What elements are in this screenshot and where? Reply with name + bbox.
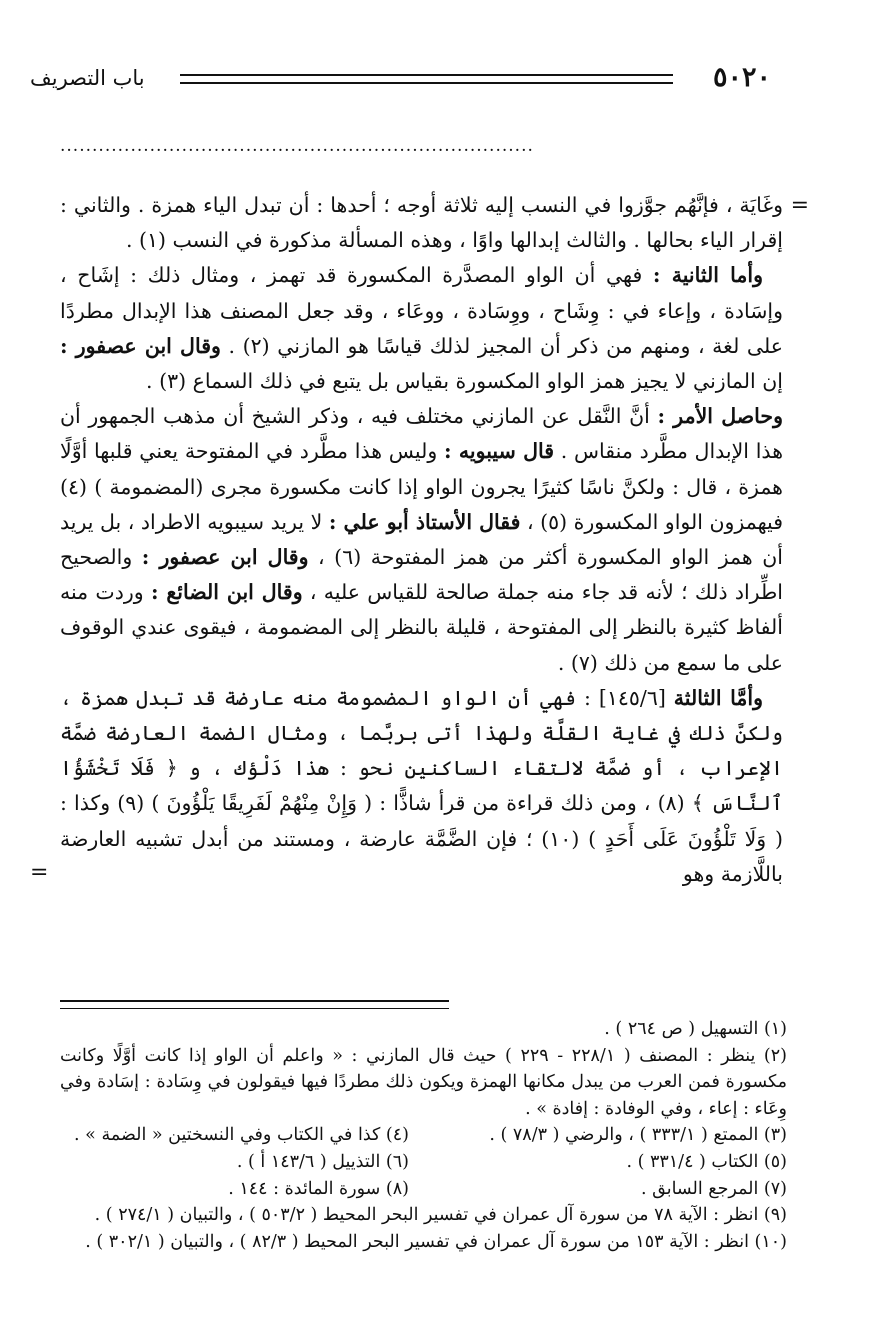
- footnote-1: (١) التسهيل ( ص ٢٦٤ ) .: [604, 1019, 787, 1039]
- footnote-2: (٢) ينظر : المصنف ( ٢٢٨/١ - ٢٢٩ ) حيث قال المازني : « واعلم أن الواو إذا كانت أوَّلًا وكانت مكسورة فمن العرب من يبدل مكانها الهمزة ويكون ذلك مطردًا فيها فيقولون في وِسَادة : إسَادة وفي وِعَاء : إعاء ، وفي الوفادة : إفادة » .: [60, 1045, 787, 1119]
- paragraph-3-text-b: وليس هذا مطَّرد في المفتوحة يعني قلبها أوَّلًا همزة ، قال : ولكنَّ ناسًا كثيرًا يجرون الواو إذا كانت مكسورة مجرى (المضمومة ) (٤) فيهمزون الواو المكسورة (٥) ،: [60, 439, 784, 534]
- footnote-8: (٨) سورة المائدة : ١٤٤ .: [228, 1178, 409, 1199]
- paragraph-3-heading: وحاصل الأمر :: [657, 404, 783, 429]
- footnote-rule: [60, 1000, 449, 1009]
- footnote-10: (١٠) انظر : الآية ١٥٣ من سورة آل عمران في تفسير البحر المحيط ( ٨٢/٣ ) ، والتبيان ( ٣٠٢/١ ) .: [85, 1231, 787, 1252]
- footnote-row-5-6: [60, 1149, 787, 1176]
- header-rule: [180, 74, 673, 84]
- continuation-mark: =: [790, 193, 809, 218]
- footnotes: [60, 1016, 787, 1255]
- paragraph-4: [30, 681, 784, 892]
- paragraph-3-heading-4: وقال ابن عصفور :: [141, 545, 309, 570]
- page-header: [30, 62, 771, 102]
- paragraph-3-heading-2: قال سيبويه :: [443, 439, 555, 464]
- paragraph-3-text-a: أنَّ النَّقل عن المازني مختلف فيه ، وذكر الشيخ أن مذهب الجمهور أن هذا الإبدال مطَّرد منقاس .: [60, 404, 783, 464]
- page-number: ٥٠٢٠: [712, 62, 771, 93]
- footnote-4: (٤) كذا في الكتاب وفي النسختين « الضمة » .: [74, 1125, 409, 1146]
- footnote-9: (٩) انظر : الآية ٧٨ من سورة آل عمران في تفسير البحر المحيط ( ٥٠٣/٢ ) ، والتبيان ( ٢٧٤/١ ) .: [94, 1205, 787, 1226]
- dotted-separator: ..........................................................................: [60, 136, 534, 156]
- paragraph-2-heading: وأما الثانية :: [652, 263, 764, 288]
- footnote-3: (٣) الممتع ( ٣٣٣/١ ) ، والرضي ( ٧٨/٣ ) .: [489, 1125, 787, 1146]
- paragraph-4-text: [١٤٥/٦] : فهي أن الواو المضمومة منه عارضة قد تبدل همزة ، ولكنَّ ذلك في غاية القلَّة ولهذا أتى بربَّما ، ومثال الضمة العارضة ضمَّة الإعراب ، أو ضمَّة لالتقاء الساكنين نحو : هذا دَلْؤك ، و ﴿ فَلَا تَخْشَؤُا ٱلنَّاسَ ﴾ (٨) ، ومن ذلك قراءة من قرأ شاذًّا : ( وَإِنْ مِنْهُمْ لَفَرِيقًا يَلْؤُونَ ) (٩) وكذا : ( وَلَا تَلْؤُونَ عَلَى أَحَدٍ ) (١٠) ؛ فإن الضَّمَّة عارضة ، ومستند من أبدل تشبيه العارضة باللَّازمة وهو: [60, 685, 784, 886]
- footnote-6: (٦) التذييل ( ١٤٣/٦ أ ) .: [236, 1151, 409, 1172]
- section-title: باب التصريف: [30, 66, 145, 90]
- paragraph-3-text-d: والصحيح اطِّراد ذلك ؛ لأنه قد جاء منه جملة صالحة للقياس عليه ،: [60, 545, 783, 605]
- paragraph-2-text-a: فهي أن الواو المصدَّرة المكسورة قد تهمز ، ومثال ذلك : إشَاح ، وإسَادة ، وإعاء في : وِشَاح ، ووِسَادة ، ووعَاء ، وقد جعل المصنف هذا الإبدال مطردًا على لغة ، ومنهم من ذكر أن المجيز لذلك قياسًا هو المازني (٢) .: [60, 263, 784, 358]
- footnote-7: (٧) المرجع السابق .: [640, 1178, 787, 1199]
- continuation-end-mark: =: [30, 859, 49, 885]
- paragraph-2-heading-2: وقال ابن عصفور :: [60, 333, 221, 358]
- paragraph-4-heading: وأمَّا الثالثة: [673, 685, 763, 710]
- footnote-row-7-8: [60, 1176, 787, 1203]
- footnote-5: (٥) الكتاب ( ٣٣١/٤ ) .: [626, 1151, 787, 1172]
- paragraph-3-heading-3: فقال الأستاذ أبو علي :: [328, 509, 521, 534]
- paragraph-3-text-c: لا يريد سيبويه الاطراد ، بل يريد أن همز الواو المكسورة أكثر من همز المفتوحة (٦) ،: [60, 509, 783, 570]
- paragraph-2-text-b: إن المازني لا يجيز همز الواو المكسورة بقياس بل يتبع في ذلك السماع (٣) .: [146, 369, 783, 394]
- paragraph-2: [60, 258, 783, 399]
- footnote-row-3-4: [60, 1122, 787, 1149]
- paragraph-3-heading-5: وقال ابن الضائع :: [150, 580, 303, 605]
- paragraph-3: [60, 399, 783, 681]
- paragraph-1-text: وغَايَة ، فإنَّهُم جوَّزوا في النسب إليه ثلاثة أوجه ؛ أحدها : أن تبدل الياء همزة . والثاني : إقرار الياء بحالها . والثالث إبدالها واوًا ، وهذه المسألة مذكورة في النسب (١) .: [60, 193, 783, 253]
- main-text: [30, 188, 809, 892]
- paragraph-1: [60, 188, 783, 258]
- paragraph-3-text-e: وردت منه ألفاظ كثيرة بالنظر إلى المفتوحة ، قليلة بالنظر إلى المضمومة ، فيقوى عندي الوقوف على ما سمع من ذلك (٧) .: [60, 580, 783, 675]
